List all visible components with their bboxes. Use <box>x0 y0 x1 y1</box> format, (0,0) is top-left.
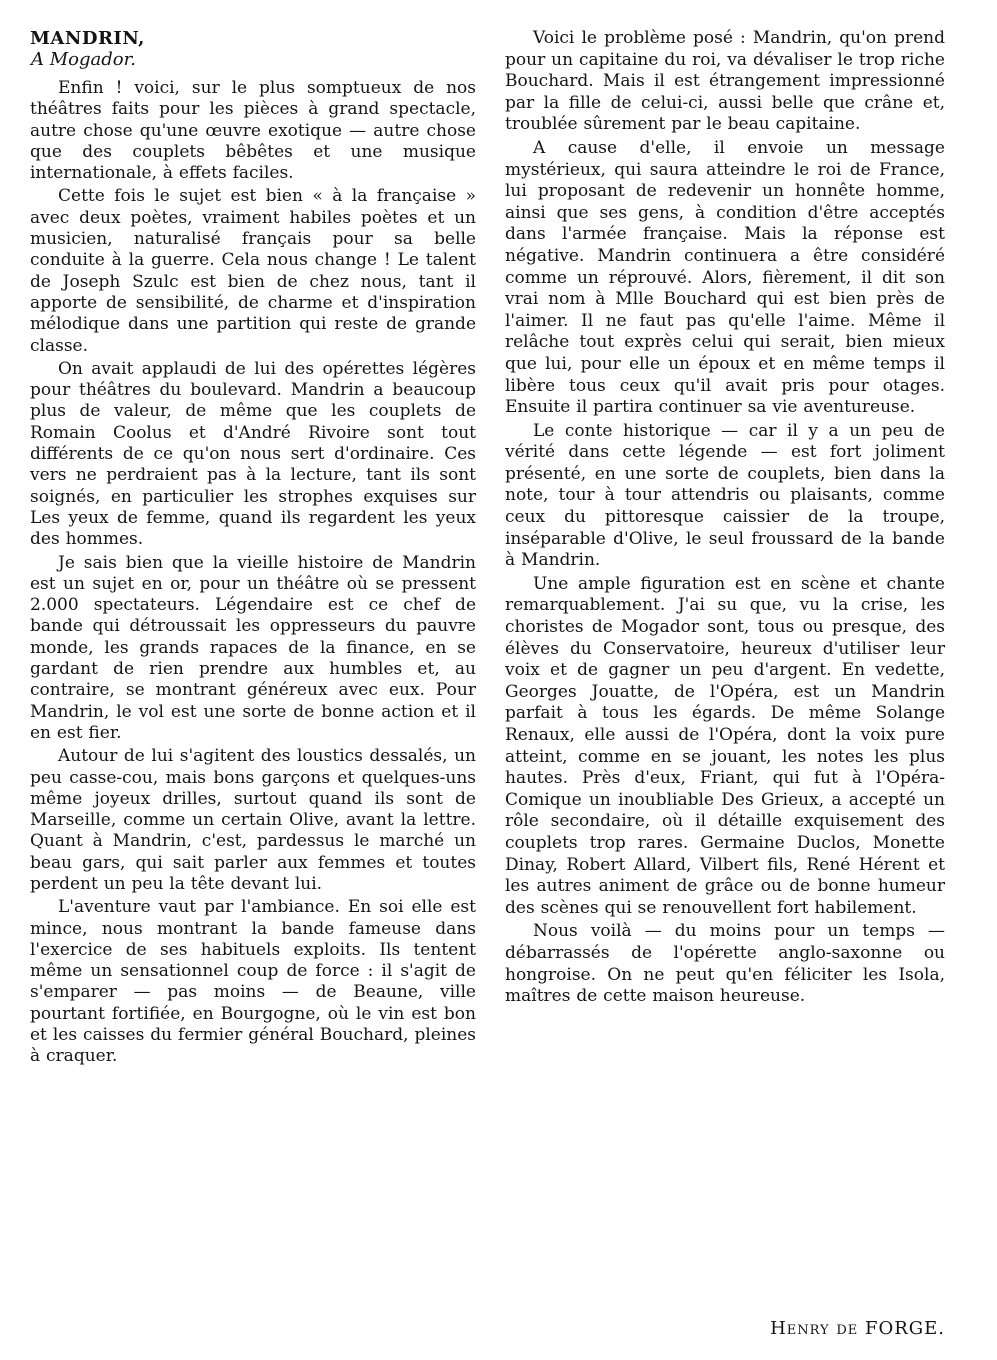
paragraph: Le conte historique — car il y a un peu de vérité dans cette légende — est fort joliment présenté, en une sorte de couplets, bien dans la note, tour à tour attendris ou plaisants, comme ceux du pittoresque caissier de la troupe, inséparable d'Olive, le seul froussard de la bande à Mandrin. <box>505 420 945 571</box>
article-title: MANDRIN, <box>30 28 145 49</box>
paragraph: On avait applaudi de lui des opérettes légères pour théâtres du boulevard. Mandrin a beaucoup plus de valeur, de même que les couplets de Romain Coolus et d'André Rivoire sont tout différents de ce qu'on nous sert d'ordinaire. Ces vers ne perdraient pas à la lecture, tant ils sont soignés, en particulier les strophes exquises sur Les yeux de femme, quand ils regardent les yeux des hommes. <box>30 358 476 550</box>
article-subtitle: A Mogador. <box>31 49 136 70</box>
paragraph: Je sais bien que la vieille histoire de Mandrin est un sujet en or, pour un théâtre où se pressent 2.000 spectateurs. Légendaire est ce chef de bande qui détroussait les oppresseurs du pauvre monde, les grands rapaces de la finance, en se gardant de rien prendre aux humbles et, au contraire, se montrant généreux avec eux. Pour Mandrin, le vol est une sorte de bonne action et il en est fier. <box>30 552 476 743</box>
left-column <box>30 28 476 1068</box>
paragraph: A cause d'elle, il envoie un message mystérieux, qui saura atteindre le roi de France, lui proposant de redevenir un honnête homme, ainsi que ses gens, à condition d'être acceptés dans l'armée française. Mais la réponse est négative. Mandrin continuera a être considéré comme un réprouvé. Alors, fièrement, il dit son vrai nom à Mlle Bouchard qui est bien près de l'aimer. Il ne faut pas qu'elle l'aime. Même il relâche tout exprès celui qui serait, bien mieux que lui, pour elle un époux et en même temps il libère tous ceux qu'il avait pris pour otages. Ensuite il partira continuer sa vie aventureuse. <box>505 137 945 418</box>
paragraph: Cette fois le sujet est bien « à la française » avec deux poètes, vraiment habiles poètes et un musicien, naturalisé français pour sa belle conduite à la guerre. Cela nous change ! Le talent de Joseph Szulc est bien de chez nous, tant il apporte de sensibilité, de charme et d'inspiration mélodique dans une partition qui reste de grande classe. <box>30 186 476 356</box>
right-column <box>505 28 945 1008</box>
paragraph: Voici le problème posé : Mandrin, qu'on prend pour un capitaine du roi, va dévaliser le trop riche Bouchard. Mais il est étrangement impressionné par la fille de celui-ci, aussi belle que crâne et, troublée sûrement par le beau capitaine. <box>505 28 945 135</box>
paragraph: L'aventure vaut par l'ambiance. En soi elle est mince, nous montrant la bande fameuse dans l'exercice de ses habituels exploits. Ils tentent même un sensationnel coup de force : il s'agit de s'emparer — pas moins — de Beaune, ville pourtant fortifiée, en Bourgogne, où le vin est bon et les caisses du fermier général Bouchard, pleines à craquer. <box>30 897 476 1067</box>
paragraph: Une ample figuration est en scène et chante remarquablement. J'ai su que, vu la crise, les choristes de Mogador sont, tous ou presque, des élèves du Conservatoire, heureux d'utiliser leur voix et de gagner un peu d'argent. En vedette, Georges Jouatte, de l'Opéra, est un Mandrin parfait à tous les égards. De même Solange Renaux, elle aussi de l'Opéra, dont la voix pure atteint, comme en se jouant, les notes les plus hautes. Près d'eux, Friant, qui fut à l'Opéra-Comique un inoubliable Des Grieux, a accepté un rôle secondaire, où il détaille exquisement des couplets trop rares. Germaine Duclos, Monette Dinay, Robert Allard, Vilbert fils, René Hérent et les autres animent de grâce ou de bonne humeur des scènes qui se renouvellent fort habilement. <box>505 573 945 918</box>
paragraph: Autour de lui s'agitent des loustics dessalés, un peu casse-cou, mais bons garçons et quelques-uns même joyeux drilles, surtout quand ils sont de Marseille, comme un certain Olive, avant la lettre. Quant à Mandrin, c'est, pardessus le marché un beau gars, qui sait parler aux femmes et toutes perdent un peu la tête devant lui. <box>30 746 476 894</box>
article-header <box>30 28 476 70</box>
paragraph: Nous voilà — du moins pour un temps — débarrassés de l'opérette anglo-saxonne ou hongroise. On ne peut qu'en féliciter les Isola, maîtres de cette maison heureuse. <box>505 921 945 1007</box>
paragraph: Enfin ! voici, sur le plus somptueux de nos théâtres faits pour les pièces à grand spectacle, autre chose qu'une œuvre exotique — autre chose que des couplets bêbêtes et une musique internationale, à effets faciles. <box>30 78 476 184</box>
author-signature: Henry de FORGE. <box>770 1318 945 1339</box>
